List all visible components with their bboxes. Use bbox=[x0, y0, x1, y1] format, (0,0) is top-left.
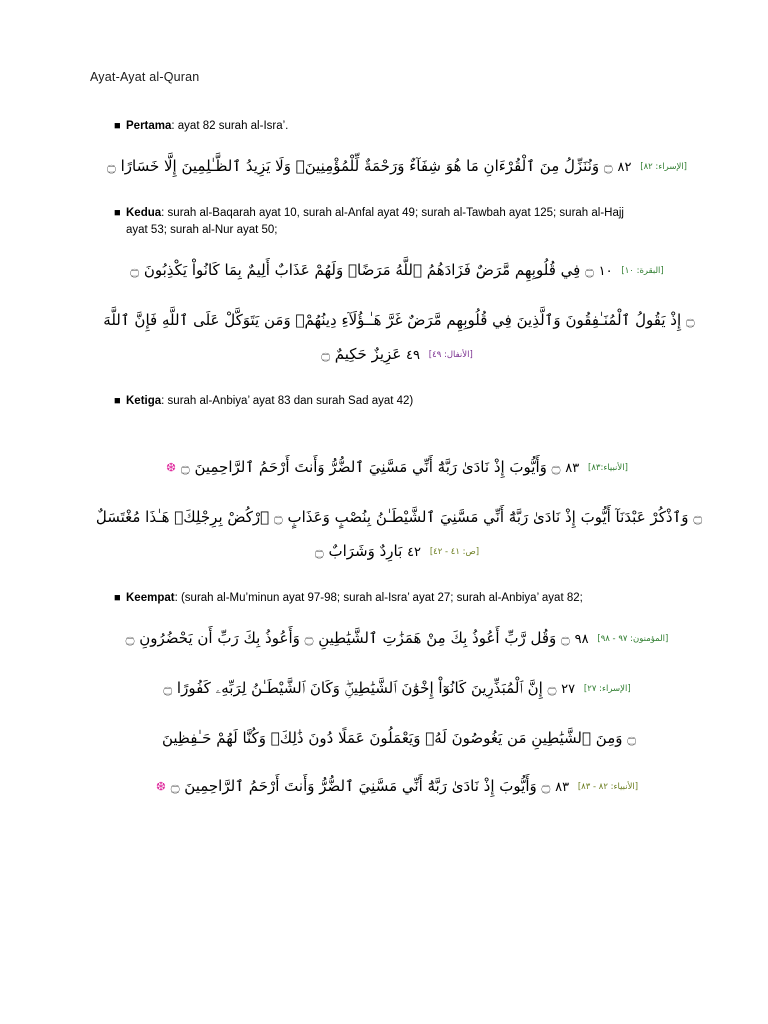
verse-arabic: ۝ فِي قُلُوبِهِم مَّرَضٌ فَزَادَهُمُ ٱللَّهُ مَرَضًاۖ وَلَهُمْ عَذَابٌ أَلِيمٌ بِمَا كَانُواْ يَكْذِبُونَ ۝ bbox=[130, 261, 594, 279]
verse-block bbox=[90, 671, 708, 707]
verse-block bbox=[90, 500, 708, 570]
bullet-icon: ■ bbox=[114, 207, 121, 219]
ayah-number: ١٠ bbox=[598, 264, 613, 279]
verse-line bbox=[90, 671, 708, 707]
ayah-number: ٢٧ bbox=[561, 682, 576, 697]
verse-arabic: ۝ وَأَيُّوبَ إِذْ نَادَىٰ رَبَّهُٓ أَنِّي مَسَّنِيَ ٱلضُّرُّ وَأَنتَ أَرْحَمُ ٱلرَّاحِمِينَ ۝ bbox=[170, 777, 551, 795]
page-title: Ayat-Ayat al-Quran bbox=[90, 70, 200, 84]
list-item-label bbox=[126, 118, 288, 135]
ayah-number: ٩٨ bbox=[574, 632, 589, 647]
verse-arabic: ۝ وَقُل رَّبِّ أَعُوذُ بِكَ مِنْ هَمَزَٰتِ ٱلشَّيَٰطِينِ ۝ وَأَعُوذُ بِكَ رَبِّ أَن يَحْضُرُونِ ۝ bbox=[125, 629, 570, 647]
verse-block bbox=[90, 450, 708, 486]
verse-reference: [البقرة: ١٠] bbox=[621, 265, 664, 276]
section-label: Pertama bbox=[126, 120, 172, 132]
verse-block bbox=[90, 769, 708, 805]
verse-line bbox=[90, 253, 708, 289]
list-item bbox=[90, 590, 708, 607]
section-text: : (surah al-Mu’minun ayat 97-98; surah al-Isra’ ayat 27; surah al-Anbiya’ ayat 82; bbox=[174, 592, 583, 604]
verse-line bbox=[90, 303, 708, 337]
verse-block bbox=[90, 621, 708, 657]
verse-reference: [الإسراء: ٨٢] bbox=[640, 161, 687, 172]
list-item bbox=[90, 393, 708, 410]
section-text: : ayat 82 surah al-Isra’. bbox=[171, 120, 289, 132]
list-item bbox=[90, 205, 708, 239]
section-text: : surah al-Baqarah ayat 10, surah al-Anfal ayat 49; surah al-Tawbah ayat 125; surah al-Hajj ayat 53; surah al-Nur ayat 50; bbox=[126, 207, 624, 236]
verse-arabic: ۝ وَأَيُّوبَ إِذْ نَادَىٰ رَبَّهُٓ أَنِّي مَسَّنِيَ ٱلضُّرُّ وَأَنتَ أَرْحَمُ ٱلرَّاحِمِينَ ۝ bbox=[180, 458, 561, 476]
verse-arabic: ۝ وَمِنَ ٱلشَّيَٰطِينِ مَن يَغُوصُونَ لَهُۥ وَيَعْمَلُونَ عَمَلًا دُونَ ذَٰلِكَۚ وَكُنَّا لَهُمْ حَـٰفِظِينَ bbox=[161, 729, 637, 747]
verse-line bbox=[90, 500, 708, 534]
flower-ornament-icon: ❆ bbox=[155, 779, 166, 794]
verse-line-2 bbox=[90, 337, 708, 373]
list-item bbox=[90, 118, 708, 135]
verse-line-2 bbox=[90, 534, 708, 570]
section-label: Keempat bbox=[126, 592, 175, 604]
ayah-number: ٤٩ bbox=[406, 348, 421, 363]
verse-reference: [الأنبياء:٨٣] bbox=[588, 462, 628, 473]
section-label: Ketiga bbox=[126, 395, 162, 407]
list-item-label bbox=[126, 590, 583, 607]
ayah-number: ٨٣ bbox=[565, 461, 580, 476]
verse-arabic: ۝ إِذْ يَقُولُ ٱلْمُنَـٰفِقُونَ وَٱلَّذِينَ فِي قُلُوبِهِم مَّرَضٌ غَرَّ هَـٰـؤُلَآءِ دِينُهُمْۚ وَمَن يَتَوَكَّلْ عَلَى ٱللَّهِ فَإِنَّ ٱللَّهَ bbox=[103, 311, 695, 329]
verse-block bbox=[90, 303, 708, 373]
bullet-icon: ■ bbox=[114, 120, 121, 132]
ayah-number: ٨٢ bbox=[617, 160, 632, 175]
section-label: Kedua bbox=[126, 207, 162, 219]
bullet-icon: ■ bbox=[114, 395, 121, 407]
verse-arabic: ۝ وَٱذْكُرْ عَبْدَنَآ أَيُّوبَ إِذْ نَادَىٰ رَبَّهُٓ أَنِّي مَسَّنِيَ ٱلشَّيْطَـٰنُ بِنُصْبٍ وَعَذَابٍ ۝ ٱرْكُضْ بِرِجْلِكَۖ هَـٰذَا مُغْتَسَلٌ bbox=[95, 508, 703, 526]
flower-ornament-icon: ❆ bbox=[166, 460, 177, 475]
verse-line bbox=[90, 450, 708, 486]
verse-arabic: ۝ إِنَّ ٱلْمُبَذِّرِينَ كَانُوٓاْ إِخْوَٰنَ ٱلشَّيَٰطِينِۖ وَكَانَ ٱلشَّيْطَـٰنُ لِرَبِّهِۦ كَفُورًا ۝ bbox=[163, 679, 557, 697]
verse-reference: [الأنبياء: ٨٢ - ٨٣] bbox=[577, 781, 639, 792]
verse-reference: [ص: ٤١ - ٤٢] bbox=[429, 546, 480, 557]
list-item-label bbox=[126, 205, 646, 239]
verse-line bbox=[90, 621, 708, 657]
verse-block bbox=[90, 149, 708, 185]
verse-reference: [المؤمنون: ٩٧ - ٩٨] bbox=[597, 633, 669, 644]
verse-line bbox=[90, 149, 708, 185]
verse-line bbox=[90, 721, 708, 755]
verse-block bbox=[90, 721, 708, 755]
verse-reference: [الأنفال: ٤٩] bbox=[428, 349, 473, 360]
verse-arabic-cont: بَارِدٌ وَشَرَابٌ ۝ bbox=[314, 542, 403, 560]
ayah-number: ٤٢ bbox=[407, 545, 422, 560]
verse-line bbox=[90, 769, 708, 805]
list-item-label bbox=[126, 393, 413, 410]
verse-arabic-cont: عَزِيزٌ حَكِيمٌ ۝ bbox=[321, 345, 402, 363]
verse-arabic: ۝ وَنُنَزِّلُ مِنَ ٱلْقُرْءَانِ مَا هُوَ شِفَآءٌ وَرَحْمَةٌ لِّلْمُؤْمِنِينَۖ وَلَا يَزِيدُ ٱلظَّـٰلِمِينَ إِلَّا خَسَارًا ۝ bbox=[107, 157, 613, 175]
bullet-icon: ■ bbox=[114, 592, 121, 604]
verse-reference: [الإسراء: ٢٧] bbox=[583, 683, 631, 694]
verse-block bbox=[90, 253, 708, 289]
section-text: : surah al-Anbiya’ ayat 83 dan surah Sad ayat 42) bbox=[161, 395, 414, 407]
ayah-number: ٨٣ bbox=[555, 780, 570, 795]
